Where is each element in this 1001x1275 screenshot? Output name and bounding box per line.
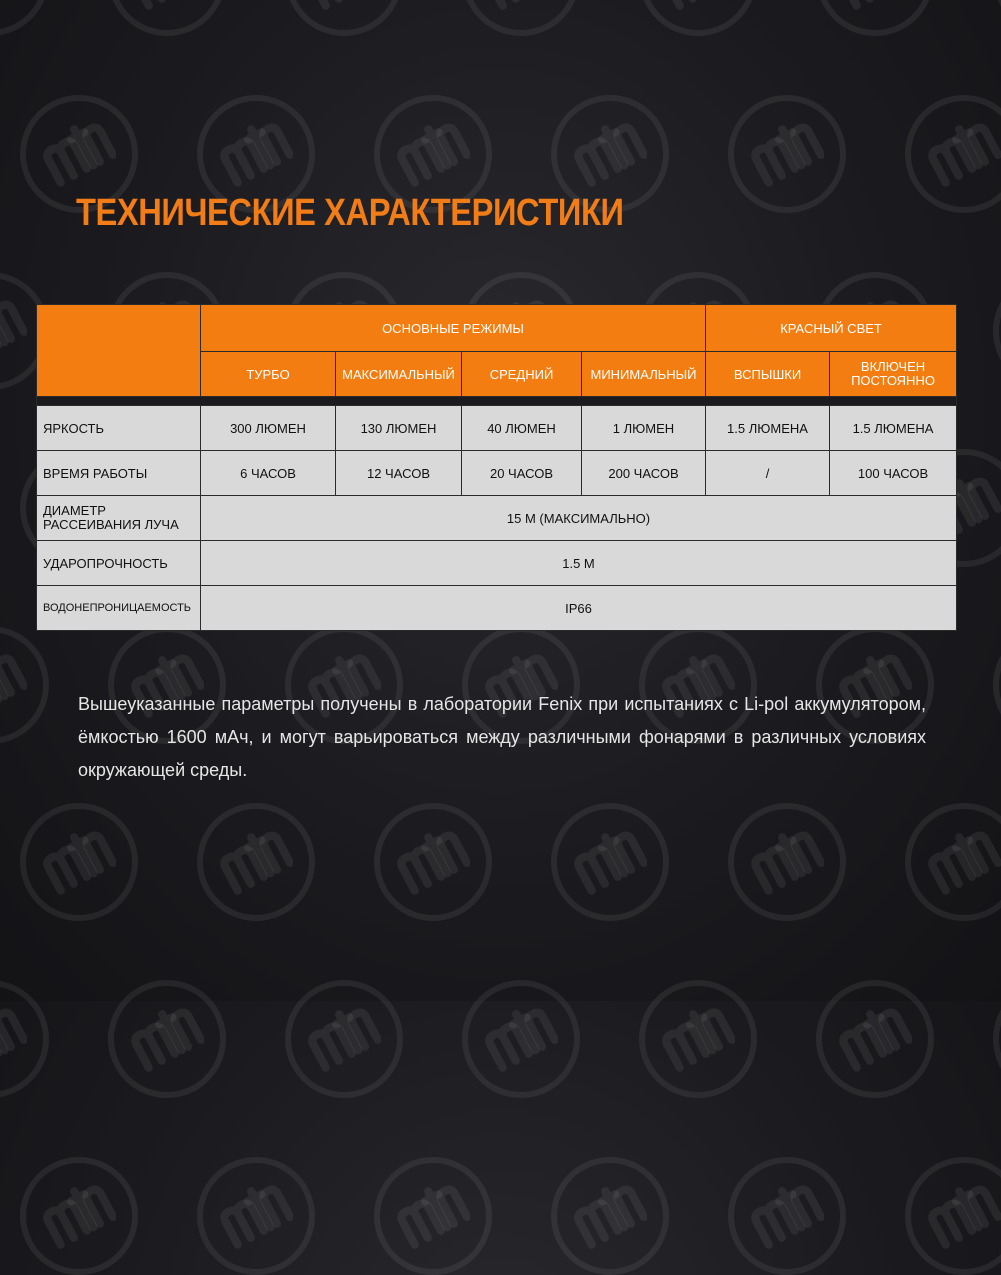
mode-header-min: МИНИМАЛЬНЫЙ [582,352,706,397]
watermark-logo-icon [993,626,1001,744]
row-label-line2: РАССЕИВАНИЯ ЛУЧА [43,517,179,532]
mode-header-constant [830,352,957,397]
watermark-logo-icon [0,626,49,744]
watermark-logo-icon [993,980,1001,1098]
mode-header-flash: ВСПЫШКИ [706,352,830,397]
watermark-logo-icon [905,95,1001,213]
watermark-logo-icon [728,1157,846,1275]
watermark-logo-icon [374,803,492,921]
table-cell: 130 ЛЮМЕН [336,406,462,451]
table-cell: / [706,451,830,496]
watermark-logo-icon [551,803,669,921]
row-label: ЯРКОСТЬ [37,406,201,451]
corner-header-cell [37,305,201,397]
table-row-runtime [37,451,957,496]
row-label: УДАРОПРОЧНОСТЬ [37,541,201,586]
watermark-logo-icon [728,803,846,921]
watermark-logo-icon [905,803,1001,921]
watermark-logo-icon [816,980,934,1098]
group-header-main-modes: ОСНОВНЫЕ РЕЖИМЫ [201,305,706,352]
watermark-logo-icon [108,980,226,1098]
watermark-logo-icon [728,95,846,213]
watermark-logo-icon [197,803,315,921]
table-cell: 20 ЧАСОВ [462,451,582,496]
watermark-logo-icon [0,0,49,36]
watermark-logo-icon [20,1157,138,1275]
watermark-logo-icon [285,980,403,1098]
watermark-logo-icon [993,272,1001,390]
watermark-logo-icon [20,803,138,921]
row-label: ВРЕМЯ РАБОТЫ [37,451,201,496]
table-cell: 100 ЧАСОВ [830,451,957,496]
page-title: ТЕХНИЧЕСКИЕ ХАРАКТЕРИСТИКИ [76,192,624,234]
table-cell: IP66 [201,586,957,631]
spec-table [36,304,957,631]
table-cell: 6 ЧАСОВ [201,451,336,496]
table-cell: 1.5 М [201,541,957,586]
table-row-beam-diameter [37,496,957,541]
table-cell: 300 ЛЮМЕН [201,406,336,451]
watermark-logo-icon [639,980,757,1098]
watermark-logo-icon [816,0,934,36]
watermark-logo-icon [0,980,49,1098]
watermark-logo-icon [462,980,580,1098]
mode-header-turbo: ТУРБО [201,352,336,397]
table-cell: 1.5 ЛЮМЕНА [830,406,957,451]
mode-header-constant-line2: ПОСТОЯННО [851,373,935,388]
watermark-logo-icon [993,0,1001,36]
watermark-logo-icon [905,1157,1001,1275]
disclaimer-text: Вышеуказанные параметры получены в лаборатории Fenix при испытаниях с Li-pol аккумулятором, ёмкостью 1600 мАч, и могут варьироваться между различными фонарями в различных условиях окружающей среды. [78,694,926,780]
mode-header-mid: СРЕДНИЙ [462,352,582,397]
mode-header-max: МАКСИМАЛЬНЫЙ [336,352,462,397]
table-cell: 200 ЧАСОВ [582,451,706,496]
table-row-waterproof [37,586,957,631]
table-cell: 1.5 ЛЮМЕНА [706,406,830,451]
watermark-logo-icon [639,0,757,36]
watermark-logo-icon [462,0,580,36]
mode-header-constant-line1: ВКЛЮЧЕН [860,359,926,374]
header-separator [37,397,957,406]
group-header-red-light: КРАСНЫЙ СВЕТ [706,305,957,352]
watermark-logo-icon [108,0,226,36]
watermark-logo-icon [374,1157,492,1275]
table-row-brightness [37,406,957,451]
group-header-row [37,305,957,352]
table-cell: 15 М (МАКСИМАЛЬНО) [201,496,957,541]
row-label-line1: ДИАМЕТР [43,503,106,518]
watermark-logo-icon [197,1157,315,1275]
row-label: ВОДОНЕПРОНИЦАЕМОСТЬ [37,586,201,631]
table-cell: 12 ЧАСОВ [336,451,462,496]
row-label [37,496,201,541]
table-row-impact [37,541,957,586]
watermark-logo-icon [285,0,403,36]
table-cell: 1 ЛЮМЕН [582,406,706,451]
table-cell: 40 ЛЮМЕН [462,406,582,451]
watermark-logo-icon [551,1157,669,1275]
